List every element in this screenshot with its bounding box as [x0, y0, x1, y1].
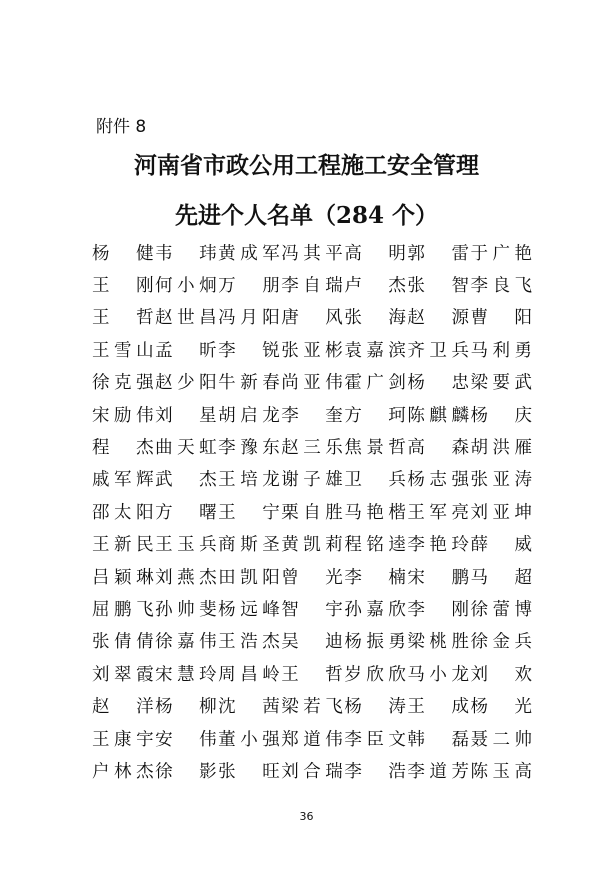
- person-name: 沈 茜: [218, 697, 280, 718]
- person-name: 方 曙: [155, 502, 217, 523]
- person-name: 梁桃胜: [407, 632, 469, 653]
- person-name: 王新民: [92, 535, 154, 556]
- person-name: 徐 影: [155, 761, 217, 782]
- person-name: 张亚彬: [281, 340, 343, 361]
- name-row: [92, 722, 532, 754]
- person-name: 韦 玮: [155, 243, 217, 264]
- name-row: [92, 592, 532, 624]
- name-list: [92, 236, 532, 787]
- person-name: 徐克强: [92, 373, 154, 394]
- person-name: 马利勇: [470, 340, 533, 361]
- person-name: 李道芳: [407, 761, 469, 782]
- person-name: 王 哲: [281, 664, 343, 685]
- person-name: 谢子雄: [281, 470, 343, 491]
- person-name: 宋 鹏: [407, 567, 469, 588]
- person-name: 冯月阳: [218, 308, 280, 329]
- person-name: 李良飞: [470, 276, 533, 297]
- person-name: 李 锐: [218, 340, 280, 361]
- person-name: 杨振勇: [344, 632, 406, 653]
- person-name: 杨 涛: [344, 697, 406, 718]
- person-name: 曲天虹: [155, 438, 217, 459]
- person-name: 聂二帅: [470, 729, 533, 750]
- person-name: 赵 源: [407, 308, 469, 329]
- person-name: 杨 柳: [155, 697, 217, 718]
- person-name: 王浩杰: [218, 632, 280, 653]
- person-name: 杨 忠: [407, 373, 469, 394]
- person-name: 程铭逵: [344, 535, 406, 556]
- person-name: 刘亚坤: [470, 502, 533, 523]
- person-name: 李艳玲: [407, 535, 469, 556]
- person-name: 赵世昌: [155, 308, 217, 329]
- person-name: 杨志强: [407, 470, 469, 491]
- person-name: 武 杰: [155, 470, 217, 491]
- name-row: [92, 366, 532, 398]
- person-name: 杨 庆: [470, 405, 533, 426]
- person-name: 牛新春: [218, 373, 280, 394]
- person-name: 高 明: [344, 243, 406, 264]
- person-name: 孙嘉欣: [344, 599, 406, 620]
- person-name: 唐 风: [281, 308, 343, 329]
- person-name: 方 珂: [344, 405, 406, 426]
- person-name: 刘 欢: [470, 664, 533, 685]
- person-name: 商斯圣: [218, 535, 280, 556]
- person-name: 王雪山: [92, 340, 154, 361]
- person-name: 邵太阳: [92, 502, 154, 523]
- name-row: [92, 625, 532, 657]
- person-name: 李臣文: [344, 729, 406, 750]
- attachment-label: 附件 8: [96, 117, 147, 137]
- person-name: 王 宁: [218, 502, 280, 523]
- name-row: [92, 398, 532, 430]
- name-row: [92, 495, 532, 527]
- person-name: 刘翠霞: [92, 664, 154, 685]
- person-name: 李 浩: [344, 761, 406, 782]
- person-name: 王军亮: [407, 502, 469, 523]
- name-row: [92, 301, 532, 333]
- person-name: 卢 杰: [344, 276, 406, 297]
- person-name: 冯其平: [281, 243, 343, 264]
- person-name: 王玉兵: [155, 535, 217, 556]
- person-name: 梁要武: [470, 373, 533, 394]
- person-name: 李 楠: [344, 567, 406, 588]
- person-name: 杨 健: [92, 243, 154, 264]
- person-name: 郑道伟: [281, 729, 343, 750]
- person-name: 王 刚: [92, 276, 154, 297]
- person-name: 马 超: [470, 567, 533, 588]
- person-name: 王培龙: [218, 470, 280, 491]
- name-row: [92, 560, 532, 592]
- person-name: 户林杰: [92, 761, 154, 782]
- person-name: 孟 昕: [155, 340, 217, 361]
- person-name: 郭 雷: [407, 243, 469, 264]
- name-row: [92, 754, 532, 786]
- document-title-line1: 河南省市政公用工程施工安全管理: [134, 152, 479, 179]
- person-name: 孙帅斐: [155, 599, 217, 620]
- person-name: 王康宇: [92, 729, 154, 750]
- person-name: 卫 兵: [344, 470, 406, 491]
- page-number: 36: [299, 810, 314, 823]
- person-name: 徐金兵: [470, 632, 533, 653]
- name-row: [92, 236, 532, 268]
- person-name: 张 海: [344, 308, 406, 329]
- person-name: 黄成军: [218, 243, 280, 264]
- person-name: 宋励伟: [92, 405, 154, 426]
- person-name: 赵 洋: [92, 697, 154, 718]
- person-name: 刘合瑞: [281, 761, 343, 782]
- person-name: 栗自胜: [281, 502, 343, 523]
- name-row: [92, 463, 532, 495]
- person-name: 胡洪雁: [470, 438, 533, 459]
- name-row: [92, 430, 532, 462]
- person-name: 李自瑞: [281, 276, 343, 297]
- name-row: [92, 333, 532, 365]
- person-name: 万 朋: [218, 276, 280, 297]
- person-name: 徐蕾博: [470, 599, 533, 620]
- person-name: 宋慧玲: [155, 664, 217, 685]
- person-name: 岁欣欣: [344, 664, 406, 685]
- person-name: 程 杰: [92, 438, 154, 459]
- name-row: [92, 657, 532, 689]
- person-name: 李豫东: [218, 438, 280, 459]
- person-name: 王 成: [407, 697, 469, 718]
- name-row: [92, 268, 532, 300]
- person-name: 何小炯: [155, 276, 217, 297]
- person-name: 霍广剑: [344, 373, 406, 394]
- person-name: 陈玉高: [470, 761, 533, 782]
- person-name: 胡启龙: [218, 405, 280, 426]
- person-name: 赵少阳: [155, 373, 217, 394]
- person-name: 薛 威: [470, 535, 533, 556]
- person-name: 李 刚: [407, 599, 469, 620]
- person-name: 陈麒麟: [407, 405, 469, 426]
- person-name: 刘燕杰: [155, 567, 217, 588]
- person-name: 安 伟: [155, 729, 217, 750]
- person-name: 黄凯莉: [281, 535, 343, 556]
- document-title-line2: 先进个人名单（284 个）: [174, 202, 439, 229]
- person-name: 尚亚伟: [281, 373, 343, 394]
- person-name: 刘 星: [155, 405, 217, 426]
- person-name: 高 森: [407, 438, 469, 459]
- person-name: 袁嘉滨: [344, 340, 406, 361]
- person-name: 梁若飞: [281, 697, 343, 718]
- person-name: 李 奎: [281, 405, 343, 426]
- person-name: 张倩倩: [92, 632, 154, 653]
- person-name: 吕颖琳: [92, 567, 154, 588]
- person-name: 张亚涛: [470, 470, 533, 491]
- person-name: 杨远峰: [218, 599, 280, 620]
- person-name: 田凯阳: [218, 567, 280, 588]
- person-name: 王 哲: [92, 308, 154, 329]
- name-row: [92, 528, 532, 560]
- person-name: 赵三乐: [281, 438, 343, 459]
- person-name: 吴 迪: [281, 632, 343, 653]
- person-name: 曾 光: [281, 567, 343, 588]
- person-name: 张 智: [407, 276, 469, 297]
- person-name: 曹 阳: [470, 308, 533, 329]
- person-name: 齐卫兵: [407, 340, 469, 361]
- name-row: [92, 689, 532, 721]
- person-name: 马小龙: [407, 664, 469, 685]
- person-name: 屈鹏飞: [92, 599, 154, 620]
- person-name: 董小强: [218, 729, 280, 750]
- person-name: 于广艳: [470, 243, 533, 264]
- person-name: 徐嘉伟: [155, 632, 217, 653]
- person-name: 周昌岭: [218, 664, 280, 685]
- person-name: 张 旺: [218, 761, 280, 782]
- person-name: 韩 磊: [407, 729, 469, 750]
- person-name: 杨 光: [470, 697, 533, 718]
- person-name: 智 宇: [281, 599, 343, 620]
- person-name: 焦景哲: [344, 438, 406, 459]
- person-name: 马艳楷: [344, 502, 406, 523]
- person-name: 戚军辉: [92, 470, 154, 491]
